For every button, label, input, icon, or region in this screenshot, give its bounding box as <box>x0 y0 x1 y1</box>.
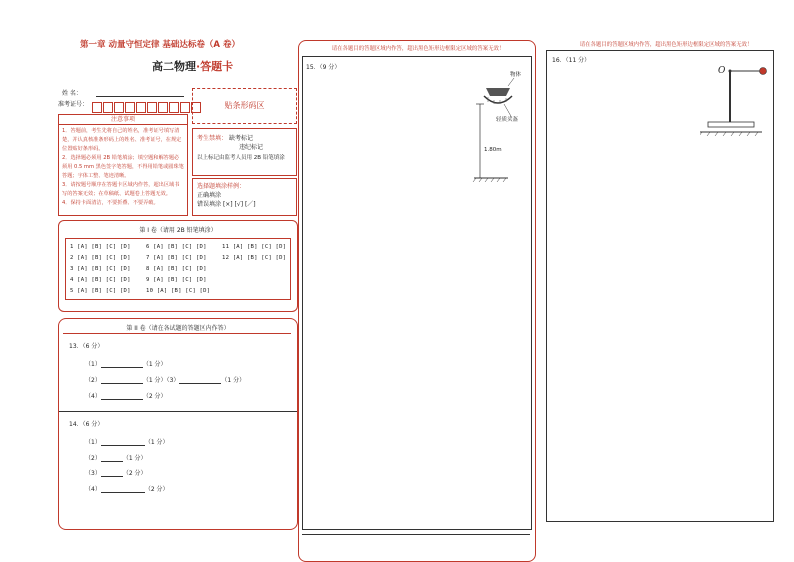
choice-grid <box>65 238 291 300</box>
barcode-label: 贴条形码区 <box>224 101 265 110</box>
absent-note: 以上标记由监考人员用 2B 铅笔填涂 <box>197 155 285 161</box>
note-item: 1．答题前，考生先将自己的姓名，准考证号填写清楚，并认真核准条形码上的姓名、准考证号，在规定位置贴好条形码。 <box>62 128 182 152</box>
choice-row[interactable]: 1 [A] [B] [C] [D] <box>70 244 131 250</box>
helmet-label: 轻质头盔 <box>496 117 519 123</box>
q14-part4: （4） <box>85 486 101 493</box>
choice-row[interactable]: 9 [A] [B] [C] [D] <box>146 277 207 283</box>
section2-title: 第 II 卷（请在各试题的答题区内作答） <box>126 325 230 332</box>
choice-row[interactable]: 3 [A] [B] [C] [D] <box>70 266 131 272</box>
q14-label: 14．（6 分） <box>69 421 104 428</box>
section1-panel <box>58 220 298 312</box>
pendulum-ball <box>760 68 767 75</box>
note-item: 2．选择题必须用 2B 铅笔填涂；填空题和解答题必须用 0.5 mm 黑色签字笔答题，不得用铅笔或圆珠笔答题；字体工整、笔迹清晰。 <box>62 155 184 179</box>
fill-sample-title: 选择题填涂样例： <box>197 183 246 190</box>
q14-part3: （3） <box>85 470 101 477</box>
q13-part4: （4） <box>85 393 101 400</box>
fill-sample-panel <box>192 178 297 216</box>
height-label: 1.80m <box>484 147 502 153</box>
barcode-area <box>192 88 297 124</box>
section2-panel <box>58 318 298 530</box>
q14-answer-3[interactable] <box>101 468 123 477</box>
choice-row[interactable]: 4 [A] [B] [C] [D] <box>70 277 131 283</box>
absent-panel <box>192 128 297 176</box>
card-label: 答题卡 <box>200 60 234 73</box>
id-label: 准考证号： <box>58 101 89 108</box>
dot-separator: · <box>196 60 201 73</box>
choice-row[interactable]: 2 [A] [B] [C] [D] <box>70 255 131 261</box>
q13-score-1: （1 分） <box>142 361 167 368</box>
q13-part2: （2） <box>85 377 101 384</box>
q14-part1: （1） <box>85 439 101 446</box>
exam-title: 第一章 动量守恒定律 基础达标卷（A 卷） <box>80 40 240 50</box>
discipline-mark: 违纪标记 <box>239 144 264 151</box>
notes-title: 注意事项 <box>59 115 187 125</box>
note-item: 3．请按题号顺序在答题卡区域内作答，超出区域书写的答案无效；在草稿纸、试题卷上答题无效。 <box>62 182 180 197</box>
correct-fill: 正确填涂 <box>197 192 222 199</box>
q14-answer-1[interactable] <box>101 437 145 446</box>
q13-part1: （1） <box>85 361 101 368</box>
q13-answer-1[interactable] <box>101 359 143 368</box>
q14-part2: （2） <box>85 455 101 462</box>
wrong-fill: 错误填涂 <box>197 201 222 208</box>
q13-label: 13．（6 分） <box>69 343 104 350</box>
q14-score-3: （2 分） <box>122 470 147 477</box>
point-o-label: O <box>718 66 726 76</box>
choice-row[interactable]: 5 [A] [B] [C] [D] <box>70 288 131 294</box>
name-label: 姓 名： <box>62 90 82 97</box>
q13-answer-3[interactable] <box>179 375 221 384</box>
q13-score-3: （1 分） <box>221 377 246 384</box>
absent-mark: 缺考标记 <box>228 135 253 142</box>
q14-answer-2[interactable] <box>101 453 123 462</box>
choice-row[interactable]: 12 [A] [B] [C] [D] <box>222 255 287 261</box>
choice-col-3[interactable] <box>222 242 286 264</box>
object-shape <box>486 88 510 96</box>
q13-part3: （3） <box>166 377 180 384</box>
notes-panel <box>58 114 188 216</box>
q14-score-2: （1 分） <box>122 455 147 462</box>
card-heading <box>152 58 233 74</box>
question-divider <box>59 411 297 412</box>
q16-warning: 请在各题目的答题区域内作答，超出黑色矩形边框限定区域的答案无效！ <box>579 42 753 48</box>
choice-row[interactable]: 6 [A] [B] [C] [D] <box>146 244 207 250</box>
q13-answer-4[interactable] <box>101 391 143 400</box>
name-field[interactable] <box>96 96 184 97</box>
section1-title: 第 I 卷（请用 2B 铅笔填涂） <box>139 227 217 234</box>
q13-score-2: （1 分） <box>142 377 167 384</box>
q14-score-4: （2 分） <box>144 486 169 493</box>
choice-row[interactable]: 8 [A] [B] [C] [D] <box>146 266 207 272</box>
wrong-fill-marks: [×] [√] [／] <box>222 201 256 208</box>
choice-row[interactable]: 7 [A] [B] [C] [D] <box>146 255 207 261</box>
q14-answer-4[interactable] <box>101 484 145 493</box>
q15-warning: 请在各题目的答题区域内作答，超出黑色矩形边框限定区域的答案无效！ <box>331 46 505 52</box>
object-label: 物体 <box>510 72 522 78</box>
choice-row[interactable]: 11 [A] [B] [C] [D] <box>222 244 287 250</box>
subject-label: 高二物理 <box>152 60 196 73</box>
bottom-rule <box>302 534 530 535</box>
q14-score-1: （1 分） <box>144 439 169 446</box>
helmet-diagram <box>470 66 532 186</box>
stand-base <box>708 122 754 127</box>
choice-row[interactable]: 10 [A] [B] [C] [D] <box>146 288 211 294</box>
q16-label: 16．（11 分） <box>552 57 591 64</box>
q15-label: 15．（9 分） <box>306 64 341 71</box>
absent-title: 考生禁填： <box>197 135 228 142</box>
q13-answer-2[interactable] <box>101 375 143 384</box>
choice-col-2[interactable] <box>146 242 210 297</box>
note-item: 4．保持卡面清洁，不要折叠、不要弄破。 <box>62 200 159 206</box>
q13-score-4: （2 分） <box>142 393 167 400</box>
pendulum-diagram <box>700 62 770 142</box>
choice-col-1[interactable] <box>70 242 131 297</box>
notes-list <box>59 125 187 210</box>
